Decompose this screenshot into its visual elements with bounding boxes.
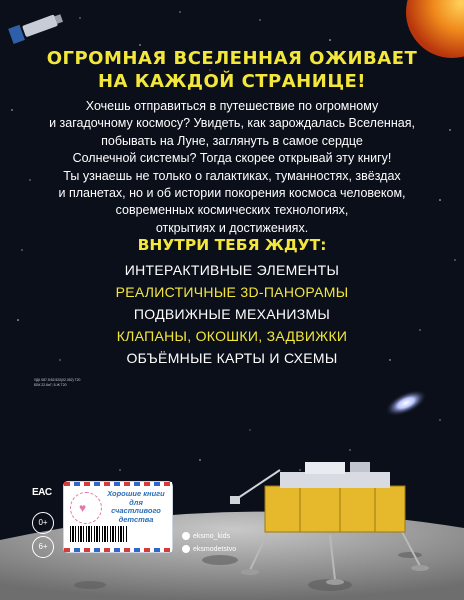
intro-line: современных космических технологиях, — [115, 203, 349, 218]
intro-line: и загадочному космосу? Увидеть, как зарождалась Вселенная, — [49, 116, 415, 131]
social-handle-text: eksmo_kids — [193, 532, 230, 540]
feature-item: ОБЪЁМНЫЕ КАРТЫ И СХЕМЫ — [126, 350, 338, 366]
envelope-bottom-border — [64, 548, 172, 552]
social-icon — [182, 545, 190, 553]
headline-line-2: НА КАЖДОЙ СТРАНИЦЕ! — [97, 71, 367, 92]
feature-item: РЕАЛИСТИЧНЫЕ 3D-ПАНОРАМЫ — [115, 284, 349, 300]
age-rating-0: 0+ — [32, 512, 54, 534]
intro-line: побывать на Луне, заглянуть в самое сердце — [101, 133, 363, 148]
intro-line: Ты узнаешь не только о галактиках, туманностях, звёздах — [63, 168, 401, 183]
social-icon — [182, 532, 190, 540]
imprint-line: УДК 087.5:52:520(02.052) Т20 — [34, 378, 81, 382]
heart-stamp-icon: ♥ — [70, 492, 102, 524]
intro-line: и планетах, но и об истории покорения космоса человеком, — [58, 186, 406, 201]
social-handle-1 — [182, 532, 230, 540]
age-rating-6: 6+ — [32, 536, 54, 558]
barcode — [70, 526, 128, 542]
feature-item: КЛАПАНЫ, ОКОШКИ, ЗАДВИЖКИ — [116, 328, 348, 344]
feature-item: ПОДВИЖНЫЕ МЕХАНИЗМЫ — [133, 306, 331, 322]
eac-mark: EAC — [32, 487, 52, 498]
intro-paragraph — [48, 98, 416, 237]
sticker-slogan: Хорошие книги для счастливого детства — [107, 489, 165, 524]
feature-item: ИНТЕРАКТИВНЫЕ ЭЛЕМЕНТЫ — [124, 262, 340, 278]
inside-title: ВНУТРИ ТЕБЯ ЖДУТ: — [137, 236, 327, 254]
imprint-block — [34, 378, 394, 388]
envelope-top-border — [64, 482, 172, 486]
headline-line-1: ОГРОМНАЯ ВСЕЛЕННАЯ ОЖИВАЕТ — [46, 48, 418, 69]
publisher-sticker — [64, 482, 172, 552]
intro-line: Хочешь отправиться в путешествие по огромному — [85, 99, 379, 113]
social-handle-text: eksmodetstvo — [193, 545, 237, 553]
imprint-line: ББК 22.6я7; 5-Ж Т20 — [34, 383, 67, 387]
intro-line: Солнечной системы? Тогда скорее открывай эту книгу! — [72, 151, 392, 166]
intro-line: открытиях и достижениях. — [155, 220, 309, 235]
social-handle-2 — [182, 545, 236, 553]
